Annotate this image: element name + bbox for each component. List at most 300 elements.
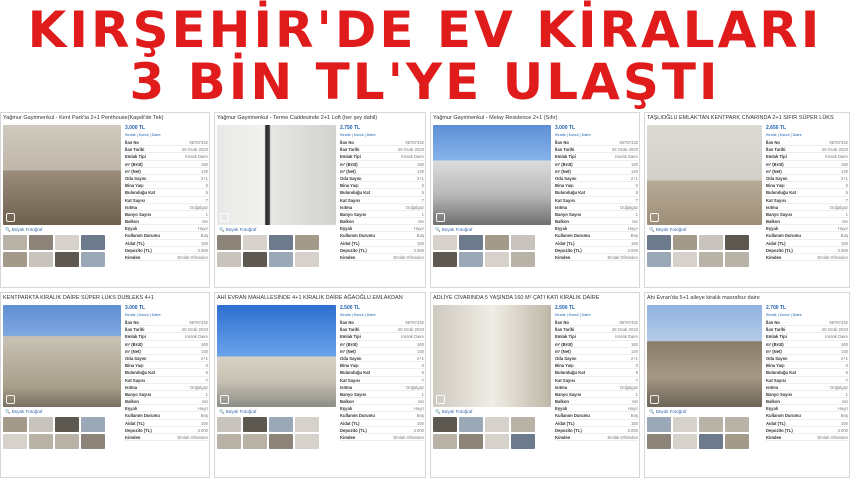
photo-thumbnail[interactable] — [485, 417, 509, 432]
large-photo-link[interactable] — [219, 227, 256, 233]
photo-thumbnail[interactable] — [55, 235, 79, 250]
detail-key: Eşyalı — [125, 226, 138, 232]
detail-row — [555, 225, 638, 232]
magnifier-icon: 🔍 — [649, 409, 656, 414]
detail-row — [555, 197, 638, 204]
detail-value: 5 — [421, 370, 424, 376]
photo-thumbnail[interactable] — [673, 417, 697, 432]
detail-key: Bulunduğu Kat — [555, 370, 586, 376]
photo-thumbnail[interactable] — [647, 417, 671, 432]
photo-thumbnail[interactable] — [459, 434, 483, 449]
photo-thumbnail[interactable] — [433, 252, 457, 267]
listings-collage — [0, 112, 850, 478]
detail-key: m² (Net) — [555, 348, 571, 354]
detail-row — [555, 434, 638, 441]
detail-value: 0 — [421, 363, 424, 369]
listing-category-path[interactable]: Kiralık | Konut | Daire — [125, 133, 161, 137]
detail-row — [555, 240, 638, 247]
photo-thumbnail[interactable] — [647, 235, 671, 250]
detail-row — [340, 168, 424, 175]
photo-thumbnail[interactable] — [3, 417, 27, 432]
detail-value: Hayır — [627, 406, 638, 412]
large-photo-label: Büyük Fotoğraf — [11, 409, 43, 414]
detail-value: 28 Ocak 2023 — [821, 327, 848, 333]
detail-value: 2+1 — [200, 175, 208, 181]
large-photo-link[interactable] — [5, 227, 42, 233]
photo-thumbnail[interactable] — [699, 235, 723, 250]
detail-value: 7 — [845, 197, 848, 203]
detail-value: 3.000 — [197, 427, 208, 433]
detail-key: m² (Brüt) — [125, 161, 143, 167]
detail-value: 3.000 — [627, 427, 638, 433]
photo-thumbnail[interactable] — [29, 434, 53, 449]
detail-key: İlan Tarihi — [125, 147, 145, 153]
detail-key: Banyo Sayısı — [766, 391, 793, 397]
listing-category-path[interactable]: Kiralık | Konut | Daire — [340, 313, 376, 317]
detail-value: 0 — [845, 183, 848, 189]
photo-thumbnail[interactable] — [433, 434, 457, 449]
detail-key: Kimden — [555, 255, 571, 260]
detail-value: 150 — [841, 240, 848, 246]
photo-thumbnail[interactable] — [243, 417, 267, 432]
detail-key: Balkon — [125, 219, 139, 225]
photo-thumbnail[interactable] — [699, 252, 723, 267]
detail-key: Aidat (TL) — [340, 420, 360, 426]
detail-key: Bulunduğu Kat — [125, 190, 156, 196]
large-photo-link[interactable] — [435, 409, 472, 415]
detail-key: Isıtma — [766, 384, 779, 390]
photo-thumbnail[interactable] — [699, 417, 723, 432]
listing-main-photo[interactable] — [647, 305, 762, 407]
detail-value: 140 — [631, 348, 638, 354]
detail-value: Kiralık Daire — [401, 334, 424, 340]
large-photo-link[interactable] — [435, 227, 472, 233]
photo-thumbnail[interactable] — [295, 235, 319, 250]
photo-thumbnail[interactable] — [433, 235, 457, 250]
detail-key: Emlak Tipi — [766, 154, 787, 160]
detail-row — [766, 168, 848, 175]
detail-key: Kullanım Durumu — [125, 233, 160, 239]
photo-thumbnail[interactable] — [243, 235, 267, 250]
detail-key: İlan No — [125, 140, 139, 145]
listing-main-photo[interactable] — [433, 305, 551, 407]
thumbnail-strip — [647, 417, 762, 449]
photo-thumbnail[interactable] — [433, 417, 457, 432]
detail-key: Kat Sayısı — [555, 197, 576, 203]
magnifier-icon: 🔍 — [5, 227, 12, 232]
detail-value: 7 — [635, 377, 638, 383]
detail-value: 1 — [845, 211, 848, 217]
detail-value: 3.000 — [197, 247, 208, 253]
listing-card[interactable] — [214, 292, 426, 478]
photo-thumbnail[interactable] — [725, 235, 749, 250]
detail-row — [766, 434, 848, 441]
detail-row — [125, 405, 208, 412]
photo-thumbnail[interactable] — [511, 417, 535, 432]
detail-row — [340, 362, 424, 369]
detail-row — [766, 161, 848, 168]
photo-thumbnail[interactable] — [511, 252, 535, 267]
listing-title[interactable]: ADLİYE CİVARINDA 5 YAŞINDA 160 M² ÇATI KATI KİRALIK DAİRE — [433, 295, 600, 301]
detail-key: Kimden — [766, 255, 782, 260]
photo-thumbnail[interactable] — [295, 252, 319, 267]
detail-row — [555, 427, 638, 434]
photo-thumbnail[interactable] — [459, 235, 483, 250]
detail-value: 7 — [635, 197, 638, 203]
listing-title[interactable]: Yağmur Gayrimenkul - Melay Residence 2+1 (Sıfır) — [433, 115, 558, 121]
detail-row — [555, 168, 638, 175]
detail-key: Depozito (TL) — [555, 427, 582, 433]
watermark-logo-icon — [650, 395, 659, 404]
detail-value: Emlak Ofisinden — [607, 435, 638, 440]
detail-value: Kiralık Daire — [825, 154, 848, 160]
detail-key: İlan Tarihi — [125, 327, 145, 333]
detail-key: Isıtma — [340, 384, 353, 390]
detail-value: 95767432 — [405, 320, 424, 325]
thumbnail-strip — [3, 417, 121, 449]
photo-thumbnail[interactable] — [81, 252, 105, 267]
photo-thumbnail[interactable] — [725, 434, 749, 449]
magnifier-icon: 🔍 — [649, 227, 656, 232]
detail-key: İlan Tarihi — [766, 147, 786, 153]
detail-key: Balkon — [340, 219, 354, 225]
detail-key: Kimden — [125, 255, 141, 260]
photo-thumbnail[interactable] — [29, 235, 53, 250]
listing-category-path[interactable]: Kiralık | Konut | Daire — [340, 133, 376, 137]
detail-row — [340, 434, 424, 441]
detail-key: Aidat (TL) — [555, 420, 575, 426]
detail-row — [125, 254, 208, 261]
photo-thumbnail[interactable] — [81, 417, 105, 432]
photo-thumbnail[interactable] — [269, 434, 293, 449]
photo-thumbnail[interactable] — [647, 252, 671, 267]
detail-value: Doğalgaz — [190, 384, 208, 390]
detail-row — [340, 326, 424, 333]
listing-title[interactable]: Yağmur Gayrimenkul - Kent Park'ta 2+1 Penthouse(Kaşeli'de Tek) — [3, 115, 164, 121]
detail-key: Bulunduğu Kat — [340, 370, 371, 376]
detail-row — [766, 369, 848, 376]
detail-value: 140 — [841, 168, 848, 174]
detail-value: 150 — [631, 240, 638, 246]
detail-key: Bulunduğu Kat — [340, 190, 371, 196]
photo-thumbnail[interactable] — [81, 434, 105, 449]
detail-value: 28 Ocak 2023 — [397, 327, 424, 333]
detail-row — [555, 139, 638, 146]
detail-row — [555, 384, 638, 391]
photo-thumbnail[interactable] — [511, 235, 535, 250]
photo-thumbnail[interactable] — [3, 235, 27, 250]
detail-key: İlan No — [555, 140, 569, 145]
detail-row — [555, 247, 638, 254]
large-photo-label: Büyük Fotoğraf — [11, 227, 43, 232]
listing-title[interactable]: Ahi Evran'da 5+1 aileye kiralık masrafsız daire — [647, 295, 760, 301]
detail-value: 160 — [201, 341, 208, 347]
detail-value: 1 — [635, 391, 638, 397]
detail-row — [340, 232, 424, 239]
detail-key: Kat Sayısı — [340, 197, 361, 203]
detail-row — [125, 182, 208, 189]
detail-row — [125, 319, 208, 326]
detail-key: Banyo Sayısı — [125, 391, 152, 397]
detail-value: Boş — [200, 233, 208, 239]
photo-thumbnail[interactable] — [55, 434, 79, 449]
detail-value: 5 — [635, 190, 638, 196]
photo-thumbnail[interactable] — [217, 434, 241, 449]
detail-value: 150 — [201, 240, 208, 246]
detail-key: Banyo Sayısı — [555, 391, 582, 397]
detail-key: Depozito (TL) — [340, 427, 367, 433]
listing-title[interactable]: TAŞLIOĞLU EMLAK'TAN KENTPARK CİVARINDA 2+1 SIFIR SÜPER LÜKS — [647, 115, 834, 121]
photo-thumbnail[interactable] — [217, 417, 241, 432]
large-photo-link[interactable] — [5, 409, 42, 415]
detail-value: Boş — [630, 413, 638, 419]
detail-row — [555, 254, 638, 261]
photo-thumbnail[interactable] — [459, 417, 483, 432]
detail-key: Emlak Tipi — [125, 154, 146, 160]
detail-key: Kullanım Durumu — [766, 233, 801, 239]
photo-thumbnail[interactable] — [217, 235, 241, 250]
detail-key: m² (Brüt) — [340, 341, 358, 347]
photo-thumbnail[interactable] — [511, 434, 535, 449]
detail-key: Bina Yaşı — [125, 183, 144, 189]
detail-value: 140 — [417, 348, 424, 354]
detail-value: 160 — [417, 341, 424, 347]
detail-key: Oda Sayısı — [125, 175, 147, 181]
detail-key: Depozito (TL) — [340, 247, 367, 253]
detail-row — [125, 153, 208, 160]
detail-row — [766, 232, 848, 239]
photo-thumbnail[interactable] — [295, 434, 319, 449]
listing-category-path[interactable]: Kiralık | Konut | Daire — [125, 313, 161, 317]
photo-thumbnail[interactable] — [295, 417, 319, 432]
listing-main-photo[interactable] — [217, 125, 336, 225]
photo-thumbnail[interactable] — [55, 417, 79, 432]
large-photo-label: Büyük Fotoğraf — [441, 409, 473, 414]
detail-row — [766, 225, 848, 232]
detail-row — [766, 319, 848, 326]
listing-card[interactable] — [644, 112, 850, 288]
photo-thumbnail[interactable] — [673, 434, 697, 449]
detail-key: İlan Tarihi — [340, 147, 360, 153]
detail-key: m² (Brüt) — [766, 341, 784, 347]
detail-value: Doğalgaz — [406, 204, 424, 210]
detail-row — [555, 412, 638, 419]
photo-thumbnail[interactable] — [647, 434, 671, 449]
detail-value: 0 — [635, 363, 638, 369]
listing-category-path[interactable]: Kiralık | Konut | Daire — [766, 313, 802, 317]
detail-key: Kullanım Durumu — [766, 413, 801, 419]
detail-row — [125, 247, 208, 254]
detail-value: 7 — [421, 377, 424, 383]
listing-category-path[interactable]: Kiralık | Konut | Daire — [555, 133, 591, 137]
headline-line-1: KIRŞEHİR'DE EV KİRALARI — [27, 1, 823, 59]
detail-key: Kimden — [340, 255, 356, 260]
detail-row — [555, 161, 638, 168]
photo-thumbnail[interactable] — [725, 252, 749, 267]
detail-row — [766, 362, 848, 369]
listing-main-photo[interactable] — [647, 125, 762, 225]
large-photo-label: Büyük Fotoğraf — [225, 227, 257, 232]
detail-key: Eşyalı — [340, 226, 353, 232]
detail-row — [766, 377, 848, 384]
detail-value: Hayır — [197, 226, 208, 232]
magnifier-icon: 🔍 — [435, 227, 442, 232]
listing-main-photo[interactable] — [217, 305, 336, 407]
photo-thumbnail[interactable] — [243, 434, 267, 449]
listing-card[interactable] — [430, 292, 640, 478]
detail-key: Balkon — [766, 219, 780, 225]
photo-thumbnail[interactable] — [459, 252, 483, 267]
listing-main-photo[interactable] — [3, 305, 121, 407]
detail-row — [340, 333, 424, 340]
listing-category-path[interactable]: Kiralık | Konut | Daire — [766, 133, 802, 137]
listing-card[interactable] — [214, 112, 426, 288]
photo-thumbnail[interactable] — [485, 434, 509, 449]
photo-thumbnail[interactable] — [81, 235, 105, 250]
detail-key: İlan Tarihi — [555, 147, 575, 153]
listing-card[interactable] — [0, 292, 210, 478]
detail-value: Kiralık Daire — [185, 154, 208, 160]
detail-key: m² (Brüt) — [340, 161, 358, 167]
detail-row — [555, 218, 638, 225]
detail-key: Oda Sayısı — [766, 175, 788, 181]
detail-value: 3.000 — [837, 247, 848, 253]
detail-row — [340, 412, 424, 419]
detail-value: 5 — [205, 190, 208, 196]
detail-key: m² (Brüt) — [555, 161, 573, 167]
detail-key: Banyo Sayısı — [340, 391, 367, 397]
detail-value: 7 — [845, 377, 848, 383]
detail-row — [555, 377, 638, 384]
photo-thumbnail[interactable] — [725, 417, 749, 432]
detail-value: Emlak Ofisinden — [817, 255, 848, 260]
large-photo-link[interactable] — [219, 409, 256, 415]
detail-row — [125, 434, 208, 441]
listing-title[interactable]: AHİ EVRAN MAHALLESİNDE 4+1 KİRALIK DAİRE AĞAOĞLU EMLAKDAN — [217, 295, 403, 301]
detail-key: Bina Yaşı — [340, 363, 359, 369]
photo-thumbnail[interactable] — [269, 417, 293, 432]
watermark-logo-icon — [436, 395, 445, 404]
listing-title[interactable]: KENTPARKTA KİRALIK DAİRE SÜPER LÜKS DUBLEKS 4+1 — [3, 295, 154, 301]
large-photo-label: Büyük Fotoğraf — [655, 409, 687, 414]
detail-row — [766, 254, 848, 261]
photo-thumbnail[interactable] — [485, 235, 509, 250]
photo-thumbnail[interactable] — [55, 252, 79, 267]
detail-key: Eşyalı — [340, 406, 353, 412]
detail-key: Emlak Tipi — [340, 334, 361, 340]
photo-thumbnail[interactable] — [29, 252, 53, 267]
detail-row — [340, 427, 424, 434]
listing-card[interactable] — [0, 112, 210, 288]
detail-value: Kiralık Daire — [185, 334, 208, 340]
watermark-logo-icon — [220, 395, 229, 404]
detail-value: 5 — [845, 190, 848, 196]
large-photo-link[interactable] — [649, 409, 686, 415]
detail-key: Balkon — [125, 399, 139, 405]
photo-thumbnail[interactable] — [699, 434, 723, 449]
detail-row — [766, 326, 848, 333]
thumbnail-strip — [647, 235, 762, 267]
detail-value: 2+1 — [630, 175, 638, 181]
listing-category-path[interactable]: Kiralık | Konut | Daire — [555, 313, 591, 317]
listing-main-photo[interactable] — [3, 125, 121, 225]
detail-row — [766, 204, 848, 211]
photo-thumbnail[interactable] — [3, 434, 27, 449]
detail-value: 28 Ocak 2023 — [611, 147, 638, 153]
detail-key: m² (Net) — [766, 168, 782, 174]
detail-key: Eşyalı — [125, 406, 138, 412]
thumbnail-strip — [433, 417, 551, 449]
detail-value: 140 — [841, 348, 848, 354]
detail-key: Bina Yaşı — [555, 363, 574, 369]
detail-key: Kullanım Durumu — [340, 413, 375, 419]
detail-value: 5 — [421, 190, 424, 196]
detail-row — [555, 182, 638, 189]
detail-key: İlan No — [766, 320, 780, 325]
detail-key: Kat Sayısı — [125, 377, 146, 383]
detail-row — [340, 240, 424, 247]
detail-value: 0 — [845, 363, 848, 369]
photo-thumbnail[interactable] — [673, 235, 697, 250]
detail-row — [555, 232, 638, 239]
detail-row — [340, 398, 424, 405]
photo-thumbnail[interactable] — [269, 252, 293, 267]
detail-row — [555, 398, 638, 405]
detail-value: 160 — [201, 161, 208, 167]
detail-row — [125, 427, 208, 434]
detail-row — [555, 189, 638, 196]
listing-details — [555, 305, 638, 441]
detail-row — [555, 341, 638, 348]
magnifier-icon: 🔍 — [219, 409, 226, 414]
photo-thumbnail[interactable] — [217, 252, 241, 267]
detail-row — [766, 412, 848, 419]
detail-key: Isıtma — [766, 204, 779, 210]
detail-key: Emlak Tipi — [555, 154, 576, 160]
detail-key: Depozito (TL) — [766, 427, 793, 433]
detail-row — [555, 391, 638, 398]
detail-key: Depozito (TL) — [125, 427, 152, 433]
detail-value: Hayır — [197, 406, 208, 412]
listing-main-photo[interactable] — [433, 125, 551, 225]
listing-title[interactable]: Yağmur Gayrimenkul - Terme Caddesinde 2+1 Loft (her şey dahil) — [217, 115, 378, 121]
detail-key: Bulunduğu Kat — [125, 370, 156, 376]
detail-value: 2+1 — [416, 355, 424, 361]
photo-thumbnail[interactable] — [673, 252, 697, 267]
photo-thumbnail[interactable] — [3, 252, 27, 267]
listing-card[interactable] — [644, 292, 850, 478]
listing-card[interactable] — [430, 112, 640, 288]
photo-thumbnail[interactable] — [269, 235, 293, 250]
photo-thumbnail[interactable] — [485, 252, 509, 267]
detail-row — [555, 211, 638, 218]
detail-row — [766, 384, 848, 391]
detail-value: 2+1 — [840, 175, 848, 181]
headline-line-2: 3 BİN TL'YE ULAŞTI — [129, 53, 721, 111]
detail-row — [340, 161, 424, 168]
detail-value: 95767432 — [829, 320, 848, 325]
large-photo-link[interactable] — [649, 227, 686, 233]
detail-row — [340, 153, 424, 160]
detail-value: 3.000 — [627, 247, 638, 253]
thumbnail-strip — [433, 235, 551, 267]
detail-value: 28 Ocak 2023 — [821, 147, 848, 153]
photo-thumbnail[interactable] — [243, 252, 267, 267]
listing-price: 2.500 TL — [555, 305, 576, 311]
detail-key: Kat Sayısı — [766, 197, 787, 203]
detail-row — [125, 232, 208, 239]
photo-thumbnail[interactable] — [29, 417, 53, 432]
